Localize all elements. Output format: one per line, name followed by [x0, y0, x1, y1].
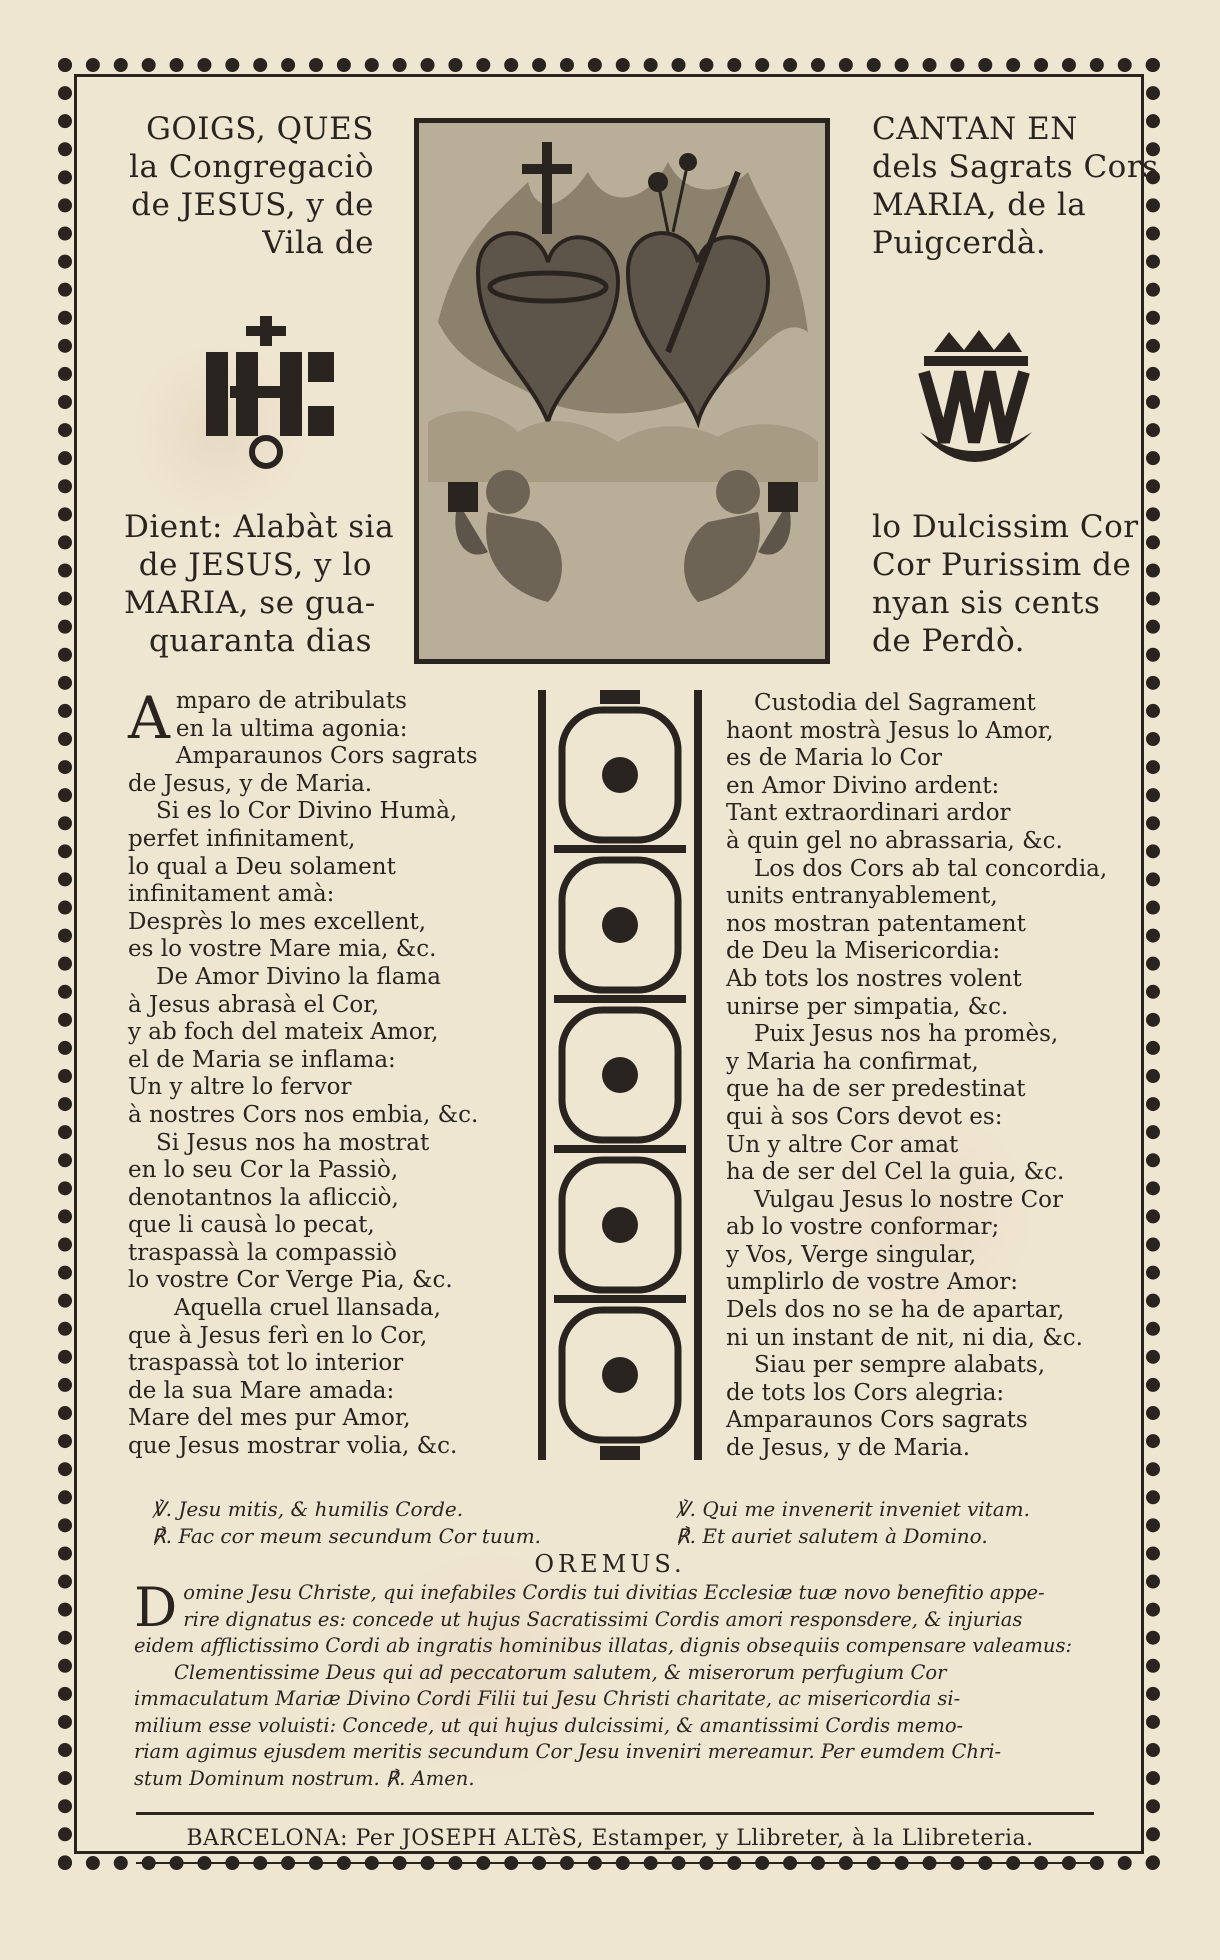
verse-line: Los dos Cors ab tal concordia, — [754, 855, 1108, 882]
verse-line: unirse per simpatia, &c. — [726, 993, 1009, 1020]
sacred-hearts-woodcut — [414, 118, 830, 664]
verse-line: Vulgau Jesus lo nostre Cor — [754, 1186, 1064, 1213]
verse-line: traspassà la compassiò — [128, 1239, 397, 1266]
header-line: Dient: Alabàt sia — [124, 509, 395, 545]
verse-line: de Jesus, y de Maria. — [726, 1435, 971, 1462]
prayer-line: immaculatum Mariæ Divino Cordi Filii tui Jesu Christi charitate, ac misericordia si- — [134, 1687, 961, 1710]
verse-line: ha de ser del Cel la guia, &c. — [726, 1159, 1065, 1186]
prayer-line: omine Jesu Christe, qui inefabiles Cordis tui divitias Ecclesiæ tuæ novo benefitio appe- — [183, 1581, 1045, 1604]
verse-line: Aquella cruel llansada, — [174, 1295, 441, 1322]
verse-line: de Jesus, y de Maria. — [128, 770, 373, 797]
verse-line: units entranyablement, — [726, 883, 998, 910]
verse-line: que li causà lo pecat, — [128, 1212, 375, 1239]
dropcap-a: A — [128, 684, 170, 752]
verse-line: nos mostran patentament — [726, 910, 1026, 937]
verse-line: Desprès lo mes excellent, — [128, 908, 427, 935]
verse-line: denotantnos la aflicciò, — [128, 1184, 399, 1211]
verse-line: que ha de ser predestinat — [726, 1076, 1026, 1103]
prayer-line: milium esse voluisti: Concede, ut qui hujus dulcissimi, & amantissimi Cordis memo- — [134, 1713, 964, 1737]
verse-line: à nostres Cors nos embia, &c. — [128, 1101, 479, 1128]
latin-prayer — [134, 1576, 1094, 1792]
dropcap-d: D — [134, 1576, 178, 1639]
prayer-line: eidem afflictissimo Cordi ab ingratis hominibus illatas, dignis obsequiis compensare valeamus: — [134, 1634, 1073, 1657]
prayer-line: riam agimus ejusdem meritis secundum Cor Jesu inveniri mereamur. Per eumdem Chri- — [134, 1740, 1002, 1763]
header-line: nyan sis cents — [872, 585, 1101, 621]
verse-line: lo vostre Cor Verge Pia, &c. — [128, 1267, 453, 1294]
printer-imprint: BARCELONA: Per JOSEPH ALTèS, Estamper, y Llibreter, à la Llibreteria. — [186, 1826, 1034, 1851]
verse-line: Custodia del Sagrament — [754, 690, 1036, 716]
header-line: GOIGS, QUES — [146, 111, 374, 147]
header-bottom-right — [872, 508, 1139, 660]
verse-line: Si Jesus nos ha mostrat — [156, 1129, 430, 1156]
verse-line: en Amor Divino ardent: — [726, 772, 1000, 799]
header-line: Puigcerdà. — [872, 225, 1047, 261]
verse-line: traspassà tot lo interior — [128, 1350, 404, 1377]
versicle-line: ℣. Jesu mitis, & humilis Corde. — [152, 1497, 464, 1521]
verse-line: Dels dos no se ha de apartar, — [726, 1297, 1065, 1324]
divider-rule — [136, 1862, 1094, 1864]
verse-line: haont mostrà Jesus lo Amor, — [726, 717, 1054, 744]
verse-line: qui à sos Cors devot es: — [726, 1103, 1003, 1130]
verse-line: mparo de atribulats — [175, 688, 407, 714]
verse-line: à Jesus abrasà el Cor, — [128, 991, 380, 1018]
verse-line: De Amor Divino la flama — [156, 963, 442, 990]
header-line: de Perdò. — [872, 623, 1025, 659]
verse-line: ab lo vostre conformar; — [726, 1214, 1000, 1241]
verse-line: Puix Jesus nos ha promès, — [754, 1021, 1059, 1048]
verse-line: Amparaunos Cors sagrats — [726, 1407, 1028, 1434]
prayer-line: rire dignatus es: concede ut hujus Sacratissimi Cordis amori responsdere, & injurias — [183, 1607, 1023, 1631]
floral-ornament-column — [530, 690, 710, 1460]
verse-line: lo qual a Deu solament — [128, 853, 396, 880]
verse-line: de la sua Mare amada: — [128, 1377, 395, 1404]
verse-line: que à Jesus ferì en lo Cor, — [128, 1322, 428, 1349]
verse-line: Mare del mes pur Amor, — [128, 1405, 411, 1432]
verse-line: ni un instant de nit, ni dia, &c. — [726, 1324, 1083, 1351]
verse-line: perfet infinitament, — [128, 825, 356, 852]
verses-right-column — [726, 690, 1116, 1463]
verse-line: en lo seu Cor la Passiò, — [128, 1157, 399, 1184]
verse-line: Tant extraordinari ardor — [726, 800, 1011, 827]
maria-monogram-icon — [904, 322, 1044, 482]
prayer-line: Clementissime Deus qui ad peccatorum salutem, & miserorum perfugium Cor — [174, 1660, 947, 1684]
header-line: lo Dulcissim Cor — [872, 509, 1139, 545]
header-line: quaranta dias — [148, 623, 372, 659]
verse-line: y Maria ha confirmat, — [726, 1048, 979, 1075]
verse-line: Siau per sempre alabats, — [754, 1352, 1046, 1379]
versicle-line: ℣. Qui me invenerit inveniet vitam. — [676, 1497, 1030, 1521]
ihs-monogram-icon — [200, 312, 340, 472]
header-line: MARIA, se gua- — [124, 585, 376, 621]
verse-line: es de Maria lo Cor — [726, 745, 942, 772]
header-line: dels Sagrats Cors — [872, 149, 1159, 185]
verse-line: Ab tots los nostres volent — [726, 965, 1022, 992]
verse-line: Un y altre lo fervor — [128, 1074, 352, 1101]
header-line: Cor Purissim de — [872, 547, 1132, 583]
verse-line: Un y altre Cor amat — [726, 1131, 959, 1158]
header-bottom-left — [124, 508, 395, 660]
versicles-left — [152, 1496, 541, 1550]
verse-line: el de Maria se inflama: — [128, 1046, 396, 1073]
versicles-right — [676, 1496, 1030, 1550]
verse-line: es lo vostre Mare mia, &c. — [128, 936, 437, 963]
verse-line: de Deu la Misericordia: — [726, 938, 1001, 965]
verse-line: de tots los Cors alegria: — [726, 1379, 1005, 1406]
header-line: CANTAN EN — [872, 111, 1078, 147]
verse-line: en la ultima agonia: — [175, 715, 408, 742]
oremus-heading: OREMUS. — [534, 1550, 686, 1578]
response-line: ℟. Et auriet salutem à Domino. — [676, 1524, 988, 1548]
verse-line: umplirlo de vostre Amor: — [726, 1269, 1019, 1296]
verse-line: que Jesus mostrar volia, &c. — [128, 1433, 458, 1460]
verse-line: à quin gel no abrassaria, &c. — [726, 827, 1063, 854]
header-line: de JESUS, y lo — [138, 547, 372, 583]
verses-left-column — [128, 684, 528, 1461]
verse-line: Amparaunos Cors sagrats — [175, 743, 478, 770]
header-line: MARIA, de la — [872, 187, 1087, 223]
header-top-left — [126, 110, 374, 262]
verse-line: infinitament amà: — [128, 881, 335, 908]
header-line: la Congregaciò — [129, 149, 374, 185]
header-top-right — [872, 110, 1159, 262]
header-line: Vila de — [262, 225, 374, 261]
divider-rule — [136, 1812, 1094, 1815]
verse-line: y ab foch del mateix Amor, — [128, 1019, 439, 1046]
verse-line: Si es lo Cor Divino Humà, — [156, 798, 458, 825]
prayer-line: stum Dominum nostrum. ℟. Amen. — [134, 1766, 475, 1790]
header-line: de JESUS, y de — [131, 187, 374, 223]
response-line: ℟. Fac cor meum secundum Cor tuum. — [152, 1524, 542, 1548]
verse-line: y Vos, Verge singular, — [726, 1241, 977, 1268]
